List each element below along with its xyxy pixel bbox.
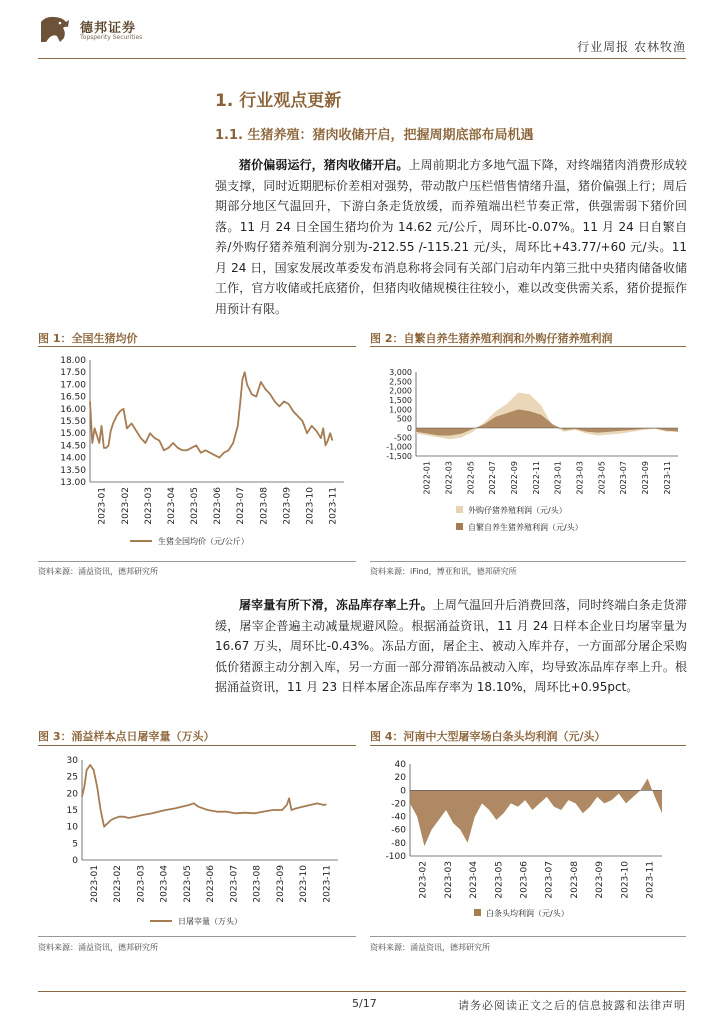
y-tick-label: 14.50: [60, 441, 86, 452]
x-tick-label: 2023-11: [662, 461, 672, 495]
x-tick-label: 2023-08: [252, 865, 263, 903]
legend-swatch: [456, 506, 463, 513]
x-tick-label: 2023-02: [113, 865, 124, 903]
x-tick-label: 2023-09: [595, 861, 606, 899]
logo-name: 德邦证券: [80, 21, 137, 36]
x-tick-label: 2022-03: [444, 461, 454, 495]
fig4-title-rule: [370, 745, 686, 746]
x-tick-label: 2023-01: [97, 487, 108, 525]
fig1-source: 资料来源：涌益资讯，德邦研究所: [38, 567, 158, 576]
x-tick-label: 2023-11: [645, 861, 656, 899]
y-tick-label: 2,000: [389, 386, 412, 396]
y-tick-label: -500: [393, 433, 412, 443]
x-tick-label: 2023-06: [519, 861, 530, 899]
paragraph-body: 上周气温回升后消费回落，同时终端白条走货滞缓，屠宰企普遍主动减量规避风险。根据涌益资讯，11 月 24 日样本企业日均屠宰量为 16.67 万头，周环比-0.43%。冻品方面，屠企主、被动入库并存，一方面部分屠企采购低价猪源主动分割入库，另一方面一部分滞销冻品被动入库，均导致冻品库存率上升。根据涌益资讯，11 月 23 日样本屠企冻品库存率为 18.10%，周环比+0.95pct。: [215, 598, 687, 694]
x-tick-label: 2023-05: [597, 461, 607, 495]
legend-label: 日屠宰量（万头）: [178, 917, 242, 926]
y-tick-label: 15: [66, 806, 78, 816]
series-area: [416, 409, 678, 435]
x-tick-label: 2023-04: [469, 861, 480, 899]
logo: [38, 14, 72, 46]
y-tick-label: 25: [66, 772, 78, 783]
fig2-source: 资料来源：iFind，博亚和讯，德邦研究所: [370, 567, 517, 576]
footer-divider: [38, 991, 686, 992]
legend-label: 外购仔猪养殖利润（元/头）: [468, 506, 567, 515]
series-line: [82, 765, 326, 827]
x-tick-label: 2023-09: [275, 865, 286, 903]
x-tick-label: 2022-01: [422, 461, 432, 495]
fig2-source-rule: [370, 561, 686, 562]
y-tick-label: 10: [66, 822, 78, 833]
paragraph-slaughter: [215, 595, 687, 698]
y-tick-label: 16.50: [60, 392, 86, 403]
fig3-title-rule: [38, 745, 356, 746]
x-tick-label: 2023-11: [328, 487, 339, 525]
x-tick-label: 2023-08: [259, 487, 270, 525]
legend-swatch: [474, 909, 481, 916]
x-tick-label: 2023-05: [182, 865, 193, 903]
fig2-title-rule: [370, 346, 686, 347]
fig1-source-rule: [38, 561, 356, 562]
page-number: 5/17: [352, 997, 377, 1010]
y-tick-label: 20: [394, 773, 406, 784]
y-tick-label: 0: [72, 856, 78, 866]
x-tick-label: 2022-07: [488, 461, 498, 495]
legend-label: 白条头均利润（元/头）: [486, 909, 569, 918]
report-type: 行业周报 农林牧渔: [577, 40, 686, 54]
x-tick-label: 2023-06: [206, 865, 217, 903]
y-tick-label: -60: [391, 825, 406, 836]
x-tick-label: 2023-03: [575, 461, 585, 495]
x-tick-label: 2023-03: [136, 865, 147, 903]
x-tick-label: 2023-07: [619, 461, 629, 495]
chart-breeding-profit: [370, 350, 686, 560]
x-tick-label: 2023-07: [236, 487, 247, 525]
x-tick-label: 2023-07: [229, 865, 240, 903]
fig4-title: 图 4：河南中大型屠宰场白条头均利润（元/头）: [370, 730, 606, 743]
y-tick-label: -100: [385, 852, 406, 862]
legend-label: 自繁自养生猪养殖利润（元/头）: [468, 523, 583, 532]
y-tick-label: 15.00: [60, 429, 86, 440]
x-tick-label: 2023-02: [120, 487, 131, 525]
x-tick-label: 2022-11: [531, 461, 541, 495]
fig3-source: 资料来源：涌益资讯，德邦研究所: [38, 943, 158, 952]
x-tick-label: 2023-07: [544, 861, 555, 899]
series-line: [90, 372, 332, 457]
paragraph-body: 上周前期北方多地气温下降，对终端猪肉消费形成较强支撑，同时近期肥标价差相对强势，带动散户压栏惜售情绪升温，猪价偏强上行；周后期部分地区气温回升，下游白条走货放缓，而养殖端出栏节奏正常，供强需弱下猪价回落。11 月 24 日全国生猪均价为 14.62 元/公斤，周环比-0.07%。11 月 24 日自繁自养/外购仔猪养殖利润分别为-212.55 /-115.21 元/头，周环比+43.77/+60 元/头。11 月 24 日，国家发展改革委发布消息称将会同有关部门启动年内第三批中央猪肉储备收储工作，官方收储或托底猪价，但猪肉收储规模往往较小，难以改变供需关系，猪价提振作用预计有限。: [215, 158, 687, 316]
y-tick-label: 0: [406, 424, 412, 433]
y-tick-label: 14.00: [60, 453, 86, 464]
y-tick-label: -40: [391, 812, 406, 823]
x-tick-label: 2023-02: [418, 861, 429, 899]
fig2-title: 图 2：自繁自养生猪养殖利润和外购仔猪养殖利润: [370, 332, 613, 345]
logo-subtitle: Topsperity Securities: [80, 34, 143, 41]
y-tick-label: 5: [72, 839, 78, 850]
x-tick-label: 2023-10: [620, 861, 631, 899]
y-tick-label: 500: [396, 414, 412, 424]
y-tick-label: 40: [394, 760, 406, 770]
y-tick-label: 1,000: [389, 405, 412, 415]
disclaimer-note: 请务必阅读正文之后的信息披露和法律声明: [458, 999, 686, 1012]
y-tick-label: -80: [391, 838, 406, 849]
paragraph-hog-price: [215, 155, 687, 319]
y-tick-label: -1,000: [386, 442, 412, 452]
x-tick-label: 2023-06: [213, 487, 224, 525]
y-tick-label: -1,500: [386, 452, 412, 461]
chart-carcass-profit: [370, 750, 686, 935]
y-tick-label: 30: [66, 756, 78, 766]
y-tick-label: 15.50: [60, 417, 86, 427]
fig3-source-rule: [38, 936, 356, 937]
paragraph-lead: 屠宰量有所下滑，冻品库存率上升。: [239, 598, 433, 612]
x-tick-label: 2023-03: [443, 861, 454, 899]
fig1-title-rule: [38, 346, 356, 347]
y-tick-label: 20: [66, 789, 78, 800]
chart-slaughter-volume: [38, 750, 356, 935]
y-tick-label: 1,500: [389, 396, 412, 405]
x-tick-label: 2023-09: [282, 487, 293, 525]
y-tick-label: 18.00: [60, 356, 86, 366]
x-tick-label: 2023-10: [299, 865, 310, 903]
fig1-title: 图 1：全国生猪均价: [38, 332, 138, 345]
y-tick-label: 0: [400, 786, 406, 797]
x-tick-label: 2023-01: [553, 461, 563, 495]
subsection-heading: 1.1. 生猪养殖：猪肉收储开启，把握周期底部布局机遇: [215, 128, 534, 143]
fig4-source-rule: [370, 936, 686, 937]
x-tick-label: 2023-05: [190, 487, 201, 525]
header-divider: [38, 58, 686, 59]
series-area: [410, 778, 662, 846]
x-tick-label: 2023-09: [641, 461, 651, 495]
x-tick-label: 2023-04: [166, 487, 177, 525]
chart-hog-price: [38, 350, 356, 560]
x-tick-label: 2023-10: [305, 487, 316, 525]
legend-swatch: [456, 523, 463, 530]
y-tick-label: 13.00: [60, 478, 86, 488]
section-heading: 1. 行业观点更新: [215, 91, 342, 111]
paragraph-lead: 猪价偏弱运行，猪肉收储开启。: [239, 158, 409, 172]
x-tick-label: 2022-05: [466, 461, 476, 495]
fig4-source: 资料来源：涌益资讯，德邦研究所: [370, 943, 490, 952]
x-tick-label: 2023-04: [159, 865, 170, 903]
y-tick-label: 17.50: [60, 368, 86, 379]
y-tick-label: 16.00: [60, 404, 86, 415]
x-tick-label: 2023-05: [494, 861, 505, 899]
x-tick-label: 2023-01: [89, 865, 100, 903]
y-tick-label: -20: [391, 799, 406, 810]
y-tick-label: 17.00: [60, 380, 86, 391]
x-tick-label: 2023-11: [322, 865, 333, 903]
legend-label: 生猪全国均价（元/公斤）: [158, 537, 249, 546]
x-tick-label: 2022-09: [510, 461, 520, 495]
x-tick-label: 2023-08: [569, 861, 580, 899]
x-tick-label: 2023-03: [143, 487, 154, 525]
y-tick-label: 2,500: [389, 377, 412, 387]
fig3-title: 图 3：涌益样本点日屠宰量（万头）: [38, 730, 215, 743]
y-tick-label: 13.50: [60, 465, 86, 476]
y-tick-label: 3,000: [389, 368, 412, 377]
